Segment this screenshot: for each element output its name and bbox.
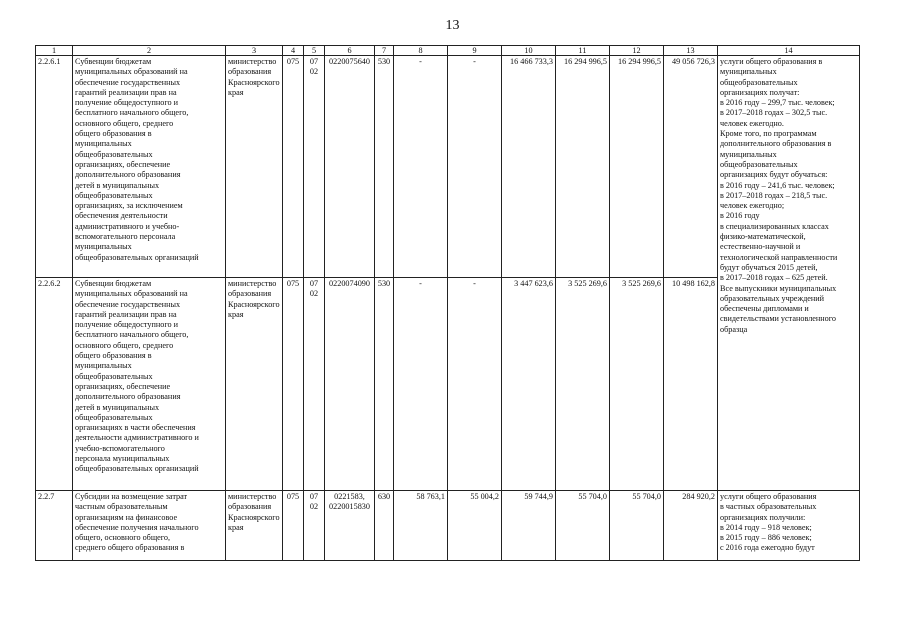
value-2016: 16 466 733,3 [502,56,556,278]
measure-name: Субвенции бюджетам муниципальных образований на обеспечение государственных гарантий реализации прав на получение общедоступного и бесплатного начального общего, основного общего, среднего общего образования в муниципальных общеобразовательных организациях, обеспечение дополнительного образования детей в муниципальных общеобразовательных организациях, за исключением обеспечения деятельности административного и учебно- вспомогательного персонала муниципальных общеобразовательных организаций [73,56,226,278]
value-total: 49 056 726,3 [664,56,718,278]
header-row [36,46,860,56]
table-row [36,56,860,278]
value-2014: 58 763,1 [394,491,448,561]
header-cell: 3 [226,46,283,56]
header-cell: 11 [556,46,610,56]
header-cell: 7 [375,46,394,56]
header-cell: 2 [73,46,226,56]
executor: министерство образования Красноярского края [226,491,283,561]
header-cell: 9 [448,46,502,56]
header-cell: 6 [325,46,375,56]
rzpr-code: 07 02 [304,278,325,491]
header-cell: 8 [394,46,448,56]
vr-code: 530 [375,56,394,278]
value-2014: - [394,278,448,491]
grbs-code: 075 [283,278,304,491]
header-cell: 13 [664,46,718,56]
row-number: 2.2.7 [36,491,73,561]
value-total: 10 498 162,8 [664,278,718,491]
header-cell: 5 [304,46,325,56]
executor: министерство образования Красноярского края [226,278,283,491]
value-2016: 3 447 623,6 [502,278,556,491]
executor: министерство образования Красноярского края [226,56,283,278]
header-cell: 14 [718,46,860,56]
rzpr-code: 07 02 [304,56,325,278]
measure-name: Субвенции бюджетам муниципальных образований на обеспечение государственных гарантий реализации прав на получение общедоступного и бесплатного начального общего, основного общего, среднего общего образования в муниципальных общеобразовательных организациях, обеспечение дополнительного образования детей в муниципальных общеобразовательных организациях в части обеспечения деятельности административного и учебно-вспомогательного персонала муниципальных общеобразовательных организаций [73,278,226,491]
measure-name: Субсидии на возмещение затрат частным образовательным организациям на финансовое обеспечение получения начального общего, основного общего, среднего общего образования в [73,491,226,561]
value-2017: 3 525 269,6 [556,278,610,491]
value-2018: 16 294 996,5 [610,56,664,278]
vr-code: 630 [375,491,394,561]
csr-code: 0220075640 [325,56,375,278]
header-cell: 4 [283,46,304,56]
value-2016: 59 744,9 [502,491,556,561]
expected-result: услуги общего образования в частных образовательных организациях получили: в 2014 году – 918 человек; в 2015 году – 886 человек; с 2016 года ежегодно будут [718,491,860,561]
csr-code: 0220074090 [325,278,375,491]
value-2015: - [448,56,502,278]
row-number: 2.2.6.1 [36,56,73,278]
grbs-code: 075 [283,491,304,561]
value-2015: 55 004,2 [448,491,502,561]
rzpr-code: 07 02 [304,491,325,561]
value-2018: 55 704,0 [610,491,664,561]
page-number: 13 [445,18,460,33]
program-table [35,45,860,561]
value-2018: 3 525 269,6 [610,278,664,491]
row-number: 2.2.6.2 [36,278,73,491]
header-cell: 12 [610,46,664,56]
table-row [36,491,860,561]
header-cell: 10 [502,46,556,56]
csr-code: 0221583, 0220015830 [325,491,375,561]
expected-result: услуги общего образования в муниципальных общеобразовательных организациях получат: в 2016 году – 299,7 тыс. человек; в 2017–2018 годах – 302,5 тыс. человек ежегодно. Кроме того, по программам дополнительного образования в муниципальных общеобразовательных организациях будут обучаться: в 2016 году – 241,6 тыс. человек; в 2017–2018 годах – 218,5 тыс. человек ежегодно; в 2016 году в специализированных классах физико-математической, естественно-научной и технологической направленности будут обучаться 2015 детей, в 2017–2018 годах – 625 детей. Все выпускники муниципальных образовательных учреждений обеспечены дипломами и свидетельствами установленного образца [718,56,860,491]
vr-code: 530 [375,278,394,491]
grbs-code: 075 [283,56,304,278]
header-cell: 1 [36,46,73,56]
value-2017: 55 704,0 [556,491,610,561]
value-total: 284 920,2 [664,491,718,561]
value-2017: 16 294 996,5 [556,56,610,278]
value-2014: - [394,56,448,278]
value-2015: - [448,278,502,491]
